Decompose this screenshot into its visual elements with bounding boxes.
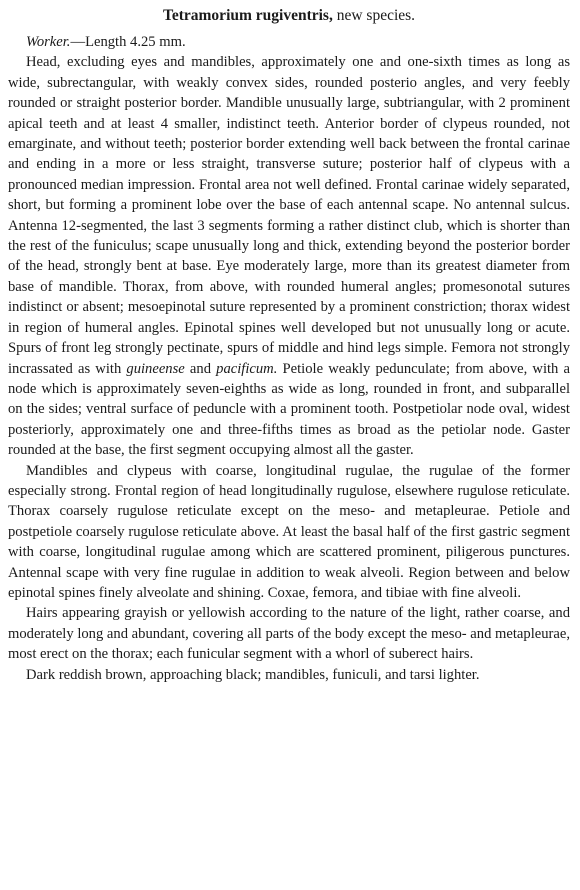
species-note: new species.: [332, 7, 416, 24]
length-text: —Length 4.25 mm.: [70, 34, 186, 50]
species-ref-pacificum: pacificum.: [216, 360, 278, 377]
species-name: Tetramorium rugiventris,: [162, 7, 333, 24]
caste-label: Worker.: [26, 34, 71, 50]
species-heading: [8, 6, 570, 26]
species-ref-guineense: guineense: [126, 360, 185, 377]
morphology-paragraph: [8, 52, 570, 460]
hairs-paragraph: Hairs appearing grayish or yellowish according to the nature of the light, rather coarse, and moderately long and abundant, covering all parts of the body except the meso- and metapleurae, most erect on the thorax; each funicular segment with a whorl of suberect hairs.: [8, 605, 570, 663]
morphology-text-2: Petiole weakly pedunculate; from above, with a node which is approximately seven-eighths as wide as long, rounded in front, and subparallel on the sides; ventral surface of peduncle with a prominent tooth. Postpetiolar node oval, widest posteriorly, approximately one and three-fifths times as broad as the petiolar node. Gaster rounded at the base, the first segment occupying almost all the gaster.: [8, 360, 570, 459]
color-paragraph: Dark reddish brown, approaching black; mandibles, funiculi, and tarsi lighter.: [26, 666, 480, 683]
sculpture-paragraph: Mandibles and clypeus with coarse, longitudinal rugulae, the rugulae of the former especially strong. Frontal region of head longitudinally rugulose, elsewhere rugulose reticulate. Thorax coarsely rugulose reticulate except on the meso- and metapleurae. Petiole and postpetiole coarsely rugulose reticulate above. At least the basal half of the first gastric segment with coarse, longitudinal rugulae among which are scattered prominent, piligerous punctures. Antennal scape with very fine rugulae in addition to weak alveoli. Region between and below epinotal spines finely alveolate and shining. Coxae, femora, and tibiae with fine alveoli.: [8, 462, 570, 601]
morphology-text-1: Head, excluding eyes and mandibles, approximately one and one-sixth times as long as wide, subrectangular, with weakly convex sides, rounded posterio angles, and very feebly rounded or straight posterior border. Mandible unusually large, subtriangular, with 2 prominent apical teeth and at least 4 smaller, indistinct teeth. Anterior border of clypeus rounded, not emarginate, and without teeth; posterior border extending well back between the frontal carinae and ending in a more or less straight, transverse suture; posterior half of clypeus with a pronounced median impression. Frontal area not well defined. Frontal carinae widely separated, short, but forming a prominent lobe over the base of each antennal scape. No antennal sulcus. Antenna 12-segmented, the last 3 segments forming a rather distinct club, which is shorter than the rest of the funiculus; scape unusually long and thick, extending beyond the posterior border of the head, strongly bent at base. Eye moderately large, more than its greatest diameter from base of mandible. Thorax, from above, with rounded humeral angles; promesonotal sutures indistinct or absent; mesoepinotal suture represented by a prominent constriction; thorax widest in region of humeral angles. Epinotal spines well developed but not unusually long or acute. Spurs of front leg strongly pectinate, spurs of middle and hind legs simple. Femora not strongly incrassated as with: [8, 54, 570, 377]
conjunction-text: and: [184, 360, 217, 377]
worker-description: [8, 32, 570, 52]
